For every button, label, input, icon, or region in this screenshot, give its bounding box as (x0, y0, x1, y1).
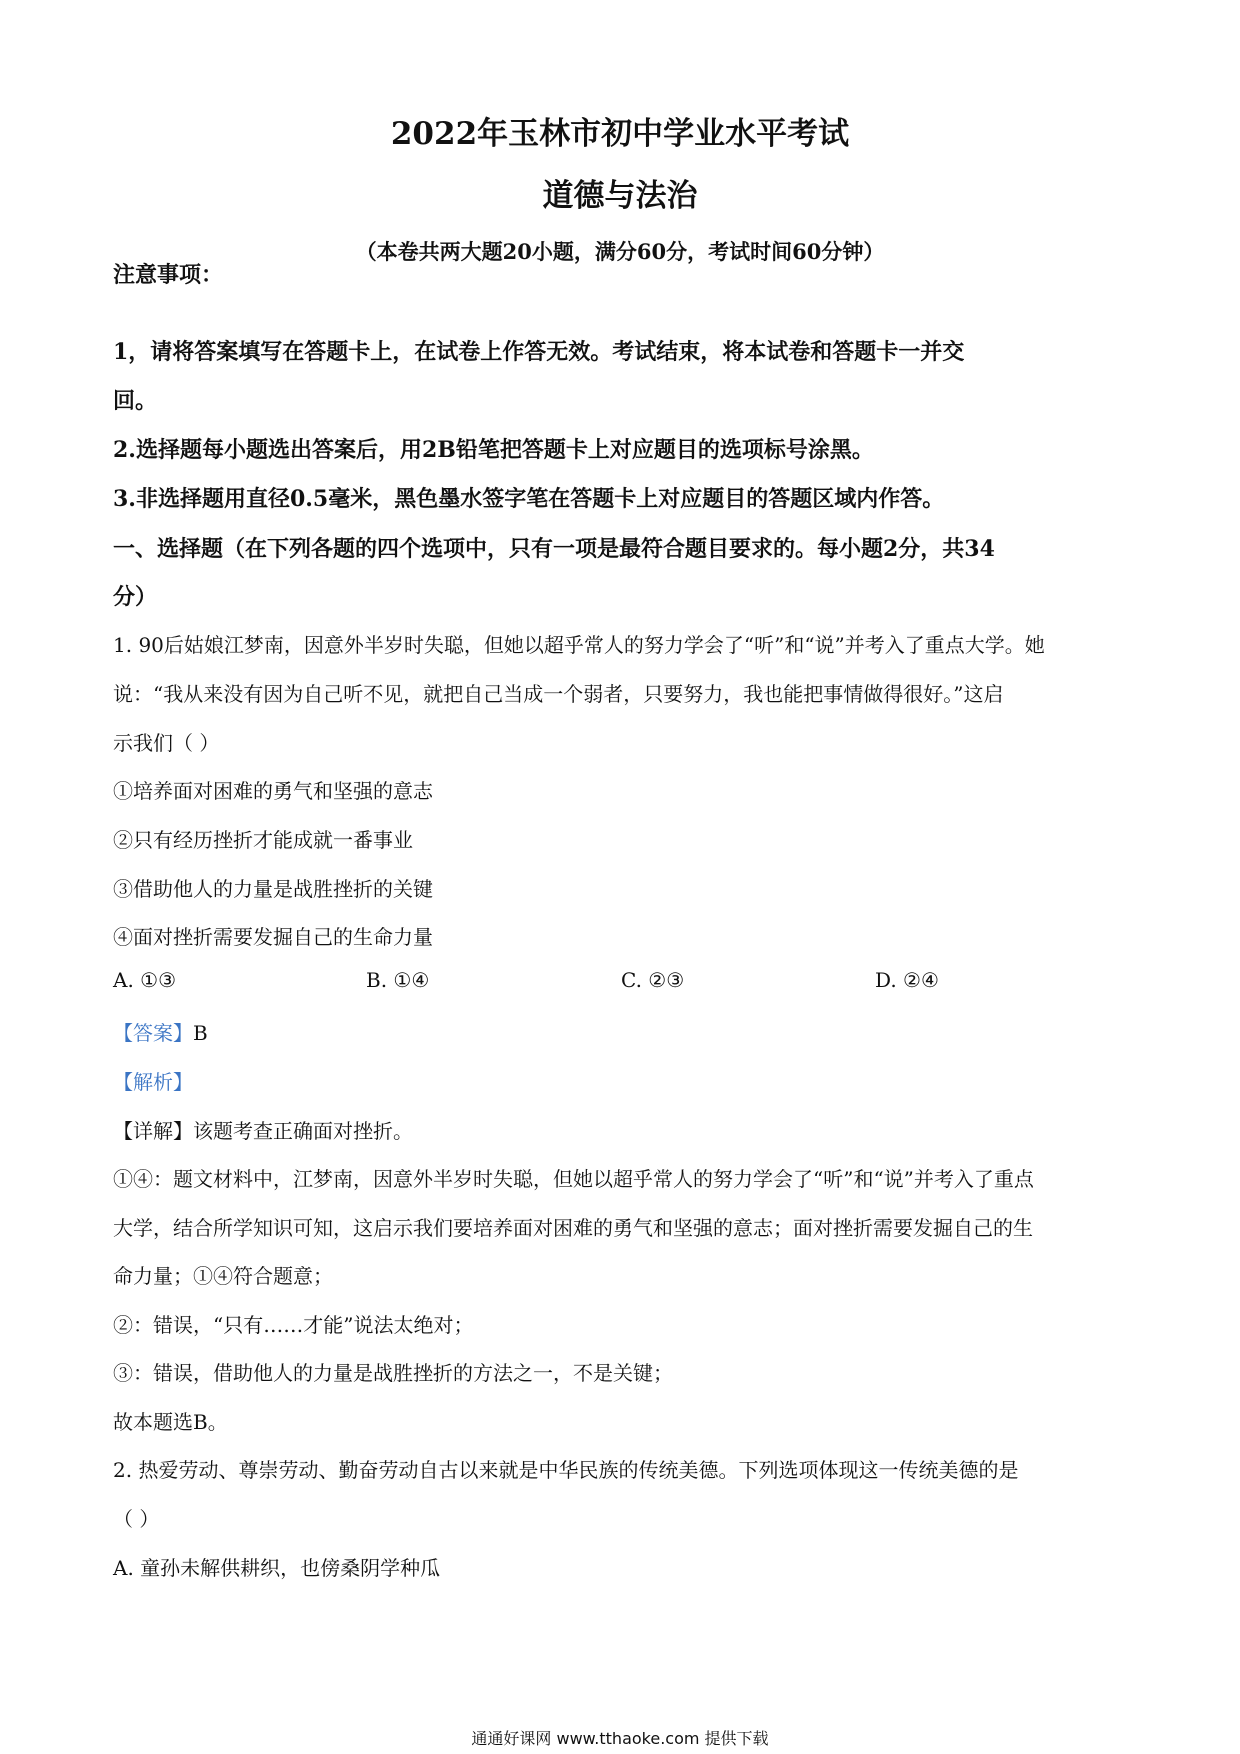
notice-item-1: 1，请将答案填写在答题卡上，在试卷上作答无效。考试结束，将本试卷和答题卡一并交 (113, 339, 965, 365)
subject-title: 道德与法治 (542, 178, 698, 214)
detail-tag: 【详解】 (113, 1119, 193, 1143)
q2-stem-line-1: 2. 热爱劳动、尊崇劳动、勤奋劳动自古以来就是中华民族的传统美德。下列选项体现这一传统美德的是 (113, 1458, 1019, 1482)
q1-stem-line-2: 说：“我从来没有因为自己听不见，就把自己当成一个弱者，只要努力，我也能把事情做得很好。”这启 (113, 682, 1004, 706)
q1-option-d: D. ②④ (875, 968, 939, 992)
analysis-tag: 【解析】 (113, 1070, 193, 1094)
detail-text: 该题考查正确面对挫折。 (193, 1119, 413, 1143)
q1-option-c: C. ②③ (621, 968, 685, 992)
q1-statement-4: ④面对挫折需要发掘自己的生命力量 (113, 925, 433, 949)
notice-heading: 注意事项： (113, 262, 224, 288)
notice-item-3: 3.非选择题用直径0.5毫米，黑色墨水签字笔在答题卡上对应题目的答题区域内作答。 (113, 486, 945, 512)
q1-detail-line (113, 1115, 1133, 1144)
q1-option-b: B. ①④ (366, 968, 430, 992)
q1-answer-line (113, 1017, 1133, 1046)
q1-option-a: A. ①③ (113, 968, 177, 992)
q1-analysis-line (113, 1066, 1133, 1095)
q1-explanation-2: 大学，结合所学知识可知，这启示我们要培养面对困难的勇气和坚强的意志；面对挫折需要发掘自己的生 (113, 1216, 1033, 1240)
section-heading: 一、选择题（在下列各题的四个选项中，只有一项是最符合题目要求的。每小题2分，共34 (113, 536, 995, 562)
notice-item-1-cont: 回。 (113, 388, 158, 414)
notice-item-2: 2.选择题每小题选出答案后，用2B铅笔把答题卡上对应题目的选项标号涂黑。 (113, 437, 874, 463)
q1-statement-2: ②只有经历挫折才能成就一番事业 (113, 828, 413, 852)
q1-explanation-4: ②：错误，“只有……才能”说法太绝对； (113, 1313, 474, 1337)
q1-explanation-6: 故本题选B。 (113, 1410, 228, 1434)
q1-explanation-3: 命力量；①④符合题意； (113, 1264, 333, 1288)
answer-tag: 【答案】 (113, 1021, 193, 1045)
q2-option-a: A. 童孙未解供耕织，也傍桑阴学种瓜 (113, 1556, 441, 1580)
q2-stem-line-2: （ ） (113, 1507, 160, 1531)
answer-value: B (193, 1021, 208, 1045)
exam-title: 2022年玉林市初中学业水平考试 (390, 116, 850, 152)
section-heading-cont: 分） (113, 584, 158, 610)
q1-statement-1: ①培养面对困难的勇气和坚强的意志 (113, 779, 433, 803)
exam-info: （本卷共两大题20小题，满分60分，考试时间60分钟） (355, 239, 885, 264)
q1-explanation-1: ①④：题文材料中，江梦南，因意外半岁时失聪，但她以超乎常人的努力学会了“听”和“说”并考入了重点 (113, 1167, 1034, 1191)
q1-statement-3: ③借助他人的力量是战胜挫折的关键 (113, 877, 433, 901)
q1-stem-line-3: 示我们（ ） (113, 731, 220, 755)
q1-stem-line-1: 1. 90后姑娘江梦南，因意外半岁时失聪，但她以超乎常人的努力学会了“听”和“说”并考入了重点大学。她 (113, 633, 1045, 657)
page-footer: 通通好课网 www.tthaoke.com 提供下载 (471, 1729, 769, 1748)
q1-explanation-5: ③：错误，借助他人的力量是战胜挫折的方法之一，不是关键； (113, 1361, 673, 1385)
